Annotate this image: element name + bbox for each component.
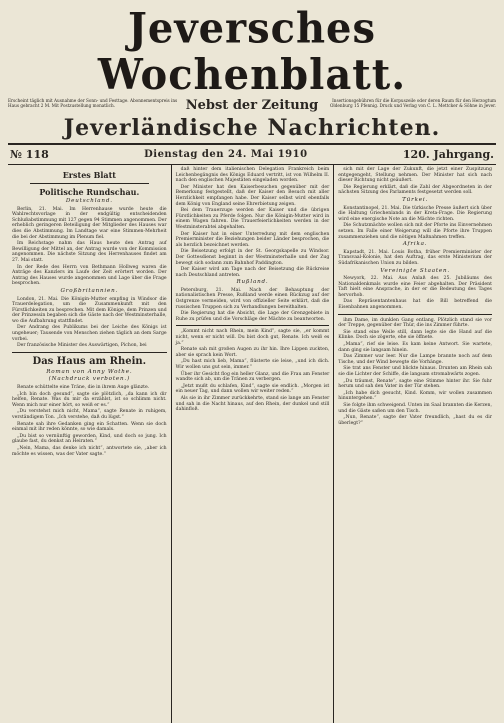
paragraph: Der Kaiser wird am Tage nach der Beisetzung die Rückreise nach Deutschland antreten. bbox=[175, 267, 330, 278]
paragraph: Renate schüttelte eine Träne, die in ihrem Auge glänzte. bbox=[17, 385, 150, 391]
paragraph: Newyork, 22. Mai. Aus Anlaß des 25. Jubiläums des Nationaldenkmals wurde eine Feier abgehalten. Der Präsident Taft hielt eine Ansprache, in der er die Bedeutung des Tages hervorhob. bbox=[338, 276, 492, 298]
paragraph: Die Schutzmächte wollen sich mit der Pforte ins Einvernehmen setzen. Im Falle einer Weigerung will die Pforte ihre Truppen zusammenziehen und die nötigen Maßnahmen treffen. bbox=[338, 223, 492, 240]
paragraph: daß hinter dem italienischen Delegation Frankreich beim Leichenbegängnis des Königs Eduard vertritt, ist von Wilhelm II. nach den englischen Majestäten eingeladen worden. bbox=[175, 167, 330, 184]
paragraph: Das Zimmer war leer. Nur die Lampe brannte noch auf dem Tische, und der Wind bewegte die Vorhänge. bbox=[338, 354, 492, 365]
paragraph: London, 21. Mai. Die Königin-Mutter empfing in Windsor die Trauerdelegation, um die Zusammenkunft mit den Fürstlichkeiten zu besprechen. Mit dem Könige, dem Prinzen und der Prinzessin begaben sich die Gäste nach der Westminsterhalle, wo die Aufbahrung stattfindet. bbox=[12, 296, 167, 324]
country-heading: Großbritannien. bbox=[60, 287, 119, 294]
dateline bbox=[8, 145, 496, 164]
paragraph: „Nun, Renate“, sagte der Vater freundlich, „hast du es dir überlegt?“ bbox=[338, 415, 492, 426]
paragraph: Petersburg, 21. Mai. Nach der Behauptung der nationalistischen Presse, Rußland werde einen Rückzug auf der Ostgrenze vermeiden, wird von offizieller Seite erklärt, daß die russischen Truppen sich zu Verhandlungen bereithalten. bbox=[175, 287, 330, 310]
masthead-left-note: Erscheint täglich mit Ausnahme der Sonn- und Festtage. Abonnementspreis ins Haus gebracht 2 M. Mit Postzustellung monatlich. bbox=[8, 98, 178, 108]
paragraph: „Kommt nicht nach Rhein, mein Kind“, sagte sie, „er kommt nicht, wenn er nicht will. Du bist doch gut, Renate. Ich weiß es ja.“ bbox=[175, 329, 330, 346]
paragraph: Berlin, 21. Mai. Im Herrenhause wurde heute die Wahlrechtsvorlage in der endgültig entscheidenden Schlußabstimmung mit 127 gegen 94 Stimmen angenommen. Der erheblich geringeren Beteiligung der Mitglieder des Hauses war dies die Abstimmung. Im Landtage war eine Stimmen-Mehrheit die bei der Abstimmung im Plenum fiel. bbox=[12, 206, 167, 240]
masthead-title: Jeversches Wochenblatt. bbox=[97, 3, 407, 100]
paragraph: „Jetzt mußt du schlafen, Kind“, sagte sie endlich. „Morgen ist ein neuer Tag, und dann wollen wir weiter reden.“ bbox=[175, 383, 330, 395]
paragraph: „Du verstehst mich nicht, Mama“, sagte Renate in ruhigem, verständigem Ton. „Ich verstehe, daß du lügst.“ bbox=[12, 409, 167, 420]
paragraph: In der Rede des Herrn von Bethmann Hollweg waren die Anträge des Kanzlers im Laufe der Zeit erörtert worden. Der Antrag des Hauses wurde angenommen und Lage über die Frage besprochen. bbox=[12, 264, 167, 287]
masthead-subhead bbox=[8, 98, 496, 113]
paragraph: ihm Dame, im dunklen Gang entlang. Plötzlich stand sie vor der Treppe, gegenüber der Thür, die ins Zimmer führte. bbox=[338, 317, 492, 329]
paragraph: Kapstadt, 21. Mai. Louis Botha, früher Premierminister der Transvaal-Kolonie, hat den Auftrag, das erste Ministerium der Südafrikanischen Union zu bilden. bbox=[338, 249, 492, 266]
paragraph: Der französische Minister des Auswärtigen, Pichon, bei bbox=[17, 343, 147, 349]
paragraph: Konstantinopel, 21. Mai. Die türkische Presse äußert sich über die Haltung Griechenlands in der Kreta-Frage. Die Regierung wird eine energische Note an die Mächte richten. bbox=[338, 205, 492, 222]
paragraph: Bei dem Trauerzuge werden der Kaiser und die übrigen Fürstlichkeiten zu Pferde folgen. Nur die Königin-Mutter wird in einem Wagen fahren. Die Trauerfeierlichkeiten werden in der Westminsterabtei abgehalten. bbox=[175, 208, 330, 230]
story-title: Das Haus am Rhein. bbox=[32, 355, 147, 367]
country-heading: Deutschland. bbox=[65, 198, 113, 204]
paragraph: Renate sah ihre Gedanken ging ein Schatten. Wenn sie doch einmal mit ihr reden könnte, so wie damals. bbox=[12, 421, 167, 433]
paragraph: Renate sah mit großen Augen zu ihr hin. Ihre Lippen zuckten, aber sie sprach kein Wort. bbox=[175, 347, 330, 358]
paragraph: Als sie in ihr Zimmer zurückkehrte, stand sie lange am Fenster und sah in die Nacht hinaus, auf den Rhein, der dunkel und still dahinfloß. bbox=[175, 395, 330, 413]
paragraph: Die Beisetzung erfolgt in der St. Georgskapelle zu Windsor. Der Gottesdienst beginnt in der Westminsterhalle und der Zug bewegt sich sodann zum Bahnhof Paddington. bbox=[175, 249, 330, 266]
section-heading: Politische Rundschau. bbox=[39, 187, 140, 197]
paragraph: „Du bist so vernünftig geworden, Kind, und doch so jung. Ich glaube fast, du denkst an Heiraten.“ bbox=[12, 433, 167, 445]
masthead-right-note: Insertionsgebühren für die Korpuszeile oder deren Raum für den Herzogtum Oldenburg 15 Pfennig. Druck und Verlag von C. L. Mettcker & Söhne in Jever. bbox=[329, 98, 496, 108]
paragraph: Sie trat ans Fenster und blickte hinaus. Drunten am Rhein sah sie die Lichter der Schiffe, die langsam stromabwärts zogen. bbox=[338, 366, 492, 377]
volume-year: 120. Jahrgang. bbox=[402, 148, 494, 161]
divider bbox=[12, 352, 167, 353]
divider bbox=[338, 314, 492, 315]
issue-date: Dienstag den 24. Mai 1910 bbox=[144, 149, 308, 160]
country-heading: Afrika. bbox=[402, 241, 428, 248]
paragraph: Der Andrang des Publikums bei der Leiche des Königs ist ungeheuer; Tausende von Menschen ziehen täglich an dem Sarge vorbei. bbox=[12, 325, 167, 342]
column-3 bbox=[333, 165, 496, 723]
country-heading: Türkei. bbox=[402, 196, 429, 203]
paragraph: „Du träumst, Renate“, sagte eine Stimme hinter ihr. Sie fuhr herum und sah den Vater in der Tür stehen. bbox=[338, 378, 492, 390]
paragraph: Sie folgte ihm schweigend. Unten im Saal brannten die Kerzen, und die Gäste saßen um den Tisch. bbox=[338, 402, 492, 414]
divider bbox=[30, 183, 149, 184]
paragraph: Die Regierung hat die Absicht, die Lage der Grenzgebiete in Ruhe zu prüfen und die Vorschläge der Mächte zu beantworten. bbox=[175, 311, 330, 322]
paragraph: Das Repräsentantenhaus hat die Bill betreffend die Eisenbahnen angenommen. bbox=[338, 299, 492, 311]
paragraph: „Ich habe dich gesucht, Kind. Komm, wir wollen zusammen hinuntergehen.“ bbox=[338, 390, 492, 402]
paragraph: Im Reichstage nahm das Haus heute den Antrag auf Bewilligung der Mittel an, der Antrag wurde von der Kommission angenommen. Die nächste Sitzung des Herrenhauses findet am 27. Mai statt. bbox=[12, 241, 167, 263]
paragraph: Die Regierung erklärt, daß die Zahl der Abgeordneten in der nächsten Sitzung des Parlaments festgesetzt werden soll. bbox=[338, 184, 492, 196]
story-author: Roman von Anny Wothe. bbox=[46, 368, 133, 375]
country-heading: Rußland. bbox=[236, 279, 269, 286]
paragraph: Der Kaiser hat in einer Unterredung mit dem englischen Premierminister die Beziehungen beider Länder besprochen, die als herzlich bezeichnet werden. bbox=[175, 231, 330, 248]
paragraph: „Du hast mich lieb, Mama“, flüsterte sie leise, „und ich dich. Wir wollen uns gut sein, immer.“ bbox=[175, 359, 330, 370]
paragraph: „Mama“, rief sie leise. Es kam keine Antwort. Sie wartete, dann ging sie langsam hinein. bbox=[338, 342, 492, 353]
country-heading: Vereinigte Staaten. bbox=[380, 267, 450, 274]
paragraph: „Ich bin doch gesund“, sagte sie plötzlich, „da kann ich dir helfen, Renate. Was du mir da erzählst, ist so schlimm nicht. Wenn mich nur einer hört, so weiß er es.“ bbox=[12, 391, 167, 408]
paragraph: Sie stand eine Weile still, dann legte sie die Hand auf die Klinke. Doch sie zögerte, ehe sie öffnete. bbox=[338, 329, 492, 341]
second-title: Jeverländische Nachrichten. bbox=[63, 115, 441, 141]
first-page-label: Erstes Blatt bbox=[62, 170, 116, 180]
divider bbox=[176, 325, 330, 326]
column-2 bbox=[171, 165, 334, 723]
paragraph: „Nein, Mama, das denke ich nicht“, antwortete sie, „aber ich möchte es wissen, was der Vater sagte.“ bbox=[12, 445, 167, 457]
columns bbox=[8, 165, 496, 723]
paragraph: Über ihr Gesicht flog ein heller Glanz, und die Frau am Fenster wandte sich ab, um die Tränen zu verbergen. bbox=[175, 371, 330, 383]
paragraph: Der Minister hat den Kaiserbesuchen gegenüber mit der Bemerkung festgestellt, daß der Kaiser den Besuch mit aller Herzlichkeit empfangen habe. Der Kaiser selbst wird ebenfalls dem König von England seine Ehrerbietung zeigen. bbox=[175, 184, 330, 207]
paragraph: sich mit der Lage der Zukunft, die jetzt einer Zuspitzung entgegengeht, Stellung nehmen. Der Minister hat sich nach dieser Richtung nicht geäußert. bbox=[338, 167, 492, 184]
masthead-subtitle: Nebst der Zeitung bbox=[185, 98, 319, 113]
column-1 bbox=[8, 165, 171, 723]
issue-number: № 118 bbox=[10, 148, 49, 161]
story-note: (Nachdruck verboten.) bbox=[48, 376, 130, 383]
